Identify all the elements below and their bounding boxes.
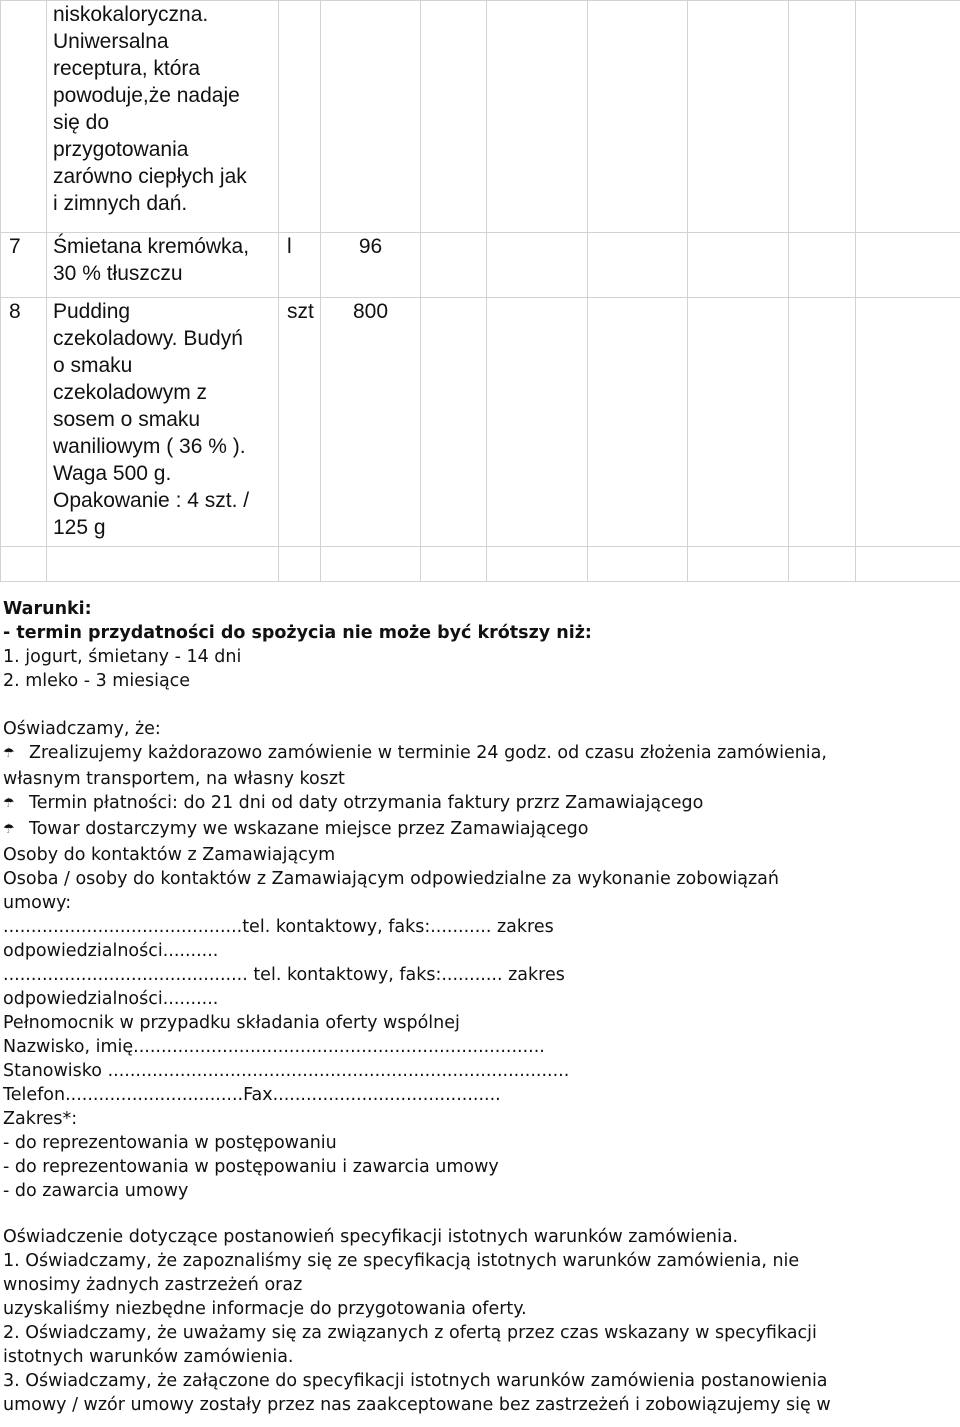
unit (279, 1, 321, 233)
list-item: ☂ Zrealizujemy każdorazowo zamówienie w terminie 24 godz. od czasu złożenia zamówienia, (3, 741, 958, 767)
statement-text: 2. Oświadczamy, że uważamy się za związanych z ofertą przez czas wskazany w specyfikacji (3, 1323, 817, 1343)
table-row (1, 547, 960, 582)
row-number: 7 (1, 233, 47, 298)
proxy-position-field: Stanowisko ................................................................................... (3, 1061, 570, 1081)
quantity: 800 (321, 298, 421, 547)
contact-field: odpowiedzialności.......... (3, 941, 219, 961)
row-number: 8 (1, 298, 47, 547)
list-item: ☂ Towar dostarczymy we wskazane miejsce przez Zamawiającego (3, 817, 958, 843)
product-name: Pudding czekoladowy. Budyń o smaku czekoladowym z sosem o smaku waniliowym ( 36 % ). Waga 500 g. Opakowanie : 4 szt. / 125 g (47, 298, 279, 547)
list-item: 2. mleko - 3 miesiące (3, 671, 191, 691)
product-name: niskokaloryczna. Uniwersalna receptura, która powoduje,że nadaje się do przygotowania zarówno ciepłych jak i zimnych dań. (47, 1, 279, 233)
row-number (1, 1, 47, 233)
list-item: - do zawarcia umowy (3, 1181, 189, 1201)
proxy-heading: Pełnomocnik w przypadku składania oferty wspólnej (3, 1013, 460, 1033)
declaration-intro: Oświadczamy, że: (3, 719, 161, 739)
contacts-text: Osoba / osoby do kontaktów z Zamawiającym odpowiedzialne za wykonanie zobowiązań (3, 869, 779, 889)
list-item: ☂ Termin płatności: do 21 dni od daty otrzymania faktury przrz Zamawiającego (3, 791, 958, 817)
contact-field: odpowiedzialności.......... (3, 989, 219, 1009)
product-table (0, 0, 960, 582)
quantity (321, 1, 421, 233)
statement-heading: Oświadczenie dotyczące postanowień specyfikacji istotnych warunków zamówienia. (3, 1227, 739, 1247)
expiry-heading: - termin przydatności do spożycia nie może być krótszy niż: (3, 623, 592, 643)
statement-text: uzyskaliśmy niezbędne informacje do przygotowania oferty. (3, 1299, 527, 1319)
quantity: 96 (321, 233, 421, 298)
statement-text: umowy / wzór umowy zostały przez nas zaakceptowane bez zastrzeżeń i zobowiązujemy się w (3, 1395, 831, 1415)
list-item: 1. jogurt, śmietany - 14 dni (3, 647, 242, 667)
unit: szt (279, 298, 321, 547)
statement-text: 3. Oświadczamy, że załączone do specyfikacji istotnych warunków zamówienia postanowienia (3, 1371, 828, 1391)
statement-text: 1. Oświadczamy, że zapoznaliśmy się ze specyfikacją istotnych warunków zamówienia, nie (3, 1251, 800, 1271)
conditions-title: Warunki: (3, 599, 92, 619)
statement-text: istotnych warunków zamówienia. (3, 1347, 294, 1367)
table-row (1, 233, 960, 298)
umbrella-bullet-icon: ☂ (3, 746, 15, 761)
contacts-heading: Osoby do kontaktów z Zamawiającym (3, 845, 336, 865)
contacts-text: umowy: (3, 893, 72, 913)
table-row (1, 298, 960, 547)
umbrella-bullet-icon: ☂ (3, 822, 15, 837)
contact-field: ............................................ tel. kontaktowy, faks:........... zakres (3, 965, 565, 985)
unit: l (279, 233, 321, 298)
umbrella-bullet-icon: ☂ (3, 796, 15, 811)
product-name: Śmietana kremówka, 30 % tłuszczu (47, 233, 279, 298)
table-row (1, 1, 960, 233)
document-body (3, 597, 958, 1417)
proxy-phone-field: Telefon................................Fax......................................... (3, 1085, 501, 1105)
scope-heading: Zakres*: (3, 1109, 78, 1129)
contact-field: ...........................................tel. kontaktowy, faks:........... zakres (3, 917, 554, 937)
list-item: - do reprezentowania w postępowaniu (3, 1133, 337, 1153)
statement-text: wnosimy żadnych zastrzeżeń oraz (3, 1275, 303, 1295)
list-item-continuation: własnym transportem, na własny koszt (3, 769, 345, 789)
list-item: - do reprezentowania w postępowaniu i zawarcia umowy (3, 1157, 499, 1177)
proxy-name-field: Nazwisko, imię.......................................................................... (3, 1037, 545, 1057)
